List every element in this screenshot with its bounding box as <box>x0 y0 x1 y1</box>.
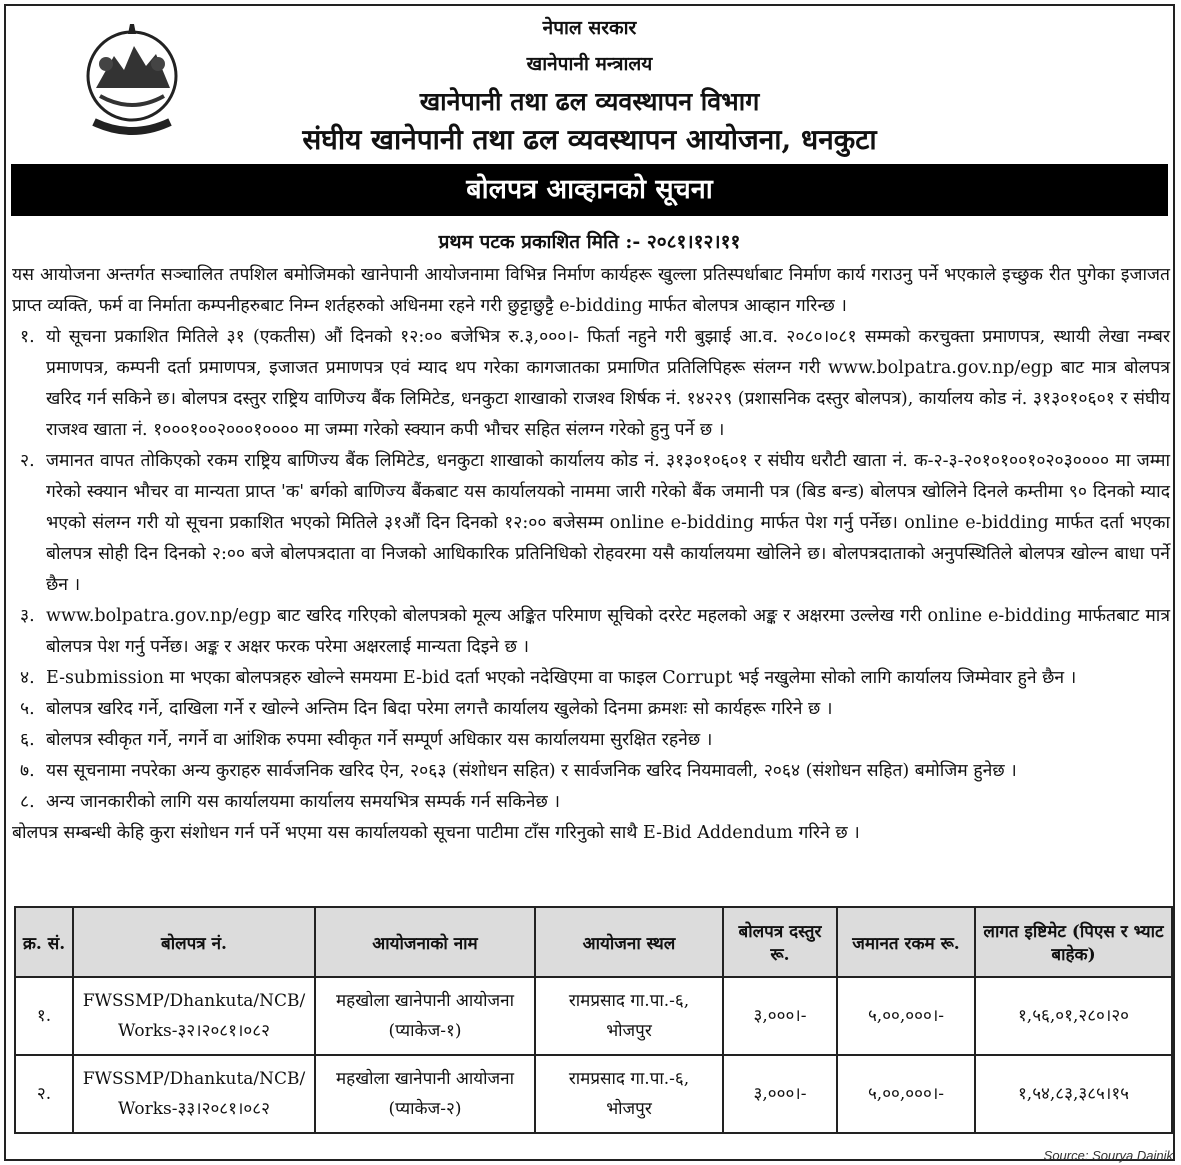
header-fee: बोलपत्र दस्तुर रू. <box>723 907 837 977</box>
clause-item <box>12 694 1170 725</box>
notice-body <box>12 260 1170 849</box>
clause-text: जमानत वापत तोकिएको रकम राष्ट्रिय बाणिज्य बैंक लिमिटेड, धनकुटा शाखाको कार्यालय कोड नं. ३१३०१०६०१ र संघीय धरौटी खाता नं. क-२-३-२०१०१००१०२०३०००० मा जम्मा गरेको स्क्यान भौचर वा मान्यता प्राप्त 'क' बर्गको बाणिज्य बैंकबाट यस कार्यालयको नाममा जारी गरेको बैंक जमानी पत्र (बिड बन्ड) बोलपत्र खोलिने दिनले कम्तीमा ९० दिनको म्याद भएको संलग्न गरी यो सूचना प्रकाशित भएको मितिले ३१औं दिन दिनको १२:०० बजेसम्म online e-bidding मार्फत पेश गर्नु पर्नेछ। online e-bidding मार्फत दर्ता भएका बोलपत्र सोही दिन दिनको २:०० बजे बोलपत्रदाता वा निजको आधिकारिक प्रतिनिधिको रोहवरमा यसै कार्यालयमा खोलिने छ। बोलपत्रदाताको अनुपस्थितिले बोलपत्र खोल्न बाधा पर्ने छैन । <box>46 451 1170 595</box>
cell-estimate: १,५४,८३,३८५।१५ <box>975 1055 1172 1133</box>
header-sn: क्र. सं. <box>15 907 73 977</box>
bid-no-line: Works-३२।२०८१।०८२ <box>118 1021 270 1041</box>
bid-no-line: Works-३३।२०८१।०८२ <box>118 1099 270 1119</box>
tender-table <box>14 906 1173 1134</box>
clause-number: ३. <box>20 606 35 626</box>
clause-item <box>12 322 1170 446</box>
clause-item <box>12 601 1170 663</box>
clause-number: २. <box>20 451 35 471</box>
clause-item <box>12 725 1170 756</box>
header-project-name: आयोजनाको नाम <box>315 907 535 977</box>
clause-number: ७. <box>20 761 35 781</box>
bid-no-line: FWSSMP/Dhankuta/NCB/ <box>82 1069 306 1089</box>
cell-fee: ३,०००।- <box>723 977 837 1055</box>
clause-text: बोलपत्र स्वीकृत गर्ने, नगर्ने वा आंशिक रुपमा स्वीकृत गर्ने सम्पूर्ण अधिकार यस कार्यालयमा सुरक्षित रहनेछ । <box>46 730 713 750</box>
project-package: (प्याकेज-१) <box>388 1021 462 1041</box>
closing-paragraph: बोलपत्र सम्बन्धी केहि कुरा संशोधन गर्न पर्ने भएमा यस कार्यालयको सूचना पाटीमा टाँस गरिनुको साथै E-Bid Addendum गरिने छ । <box>12 823 860 843</box>
clause-item <box>12 787 1170 818</box>
cell-security: ५,००,०००।- <box>837 977 975 1055</box>
project-name-line: महखोला खानेपानी आयोजना <box>336 1069 514 1089</box>
location-line: रामप्रसाद गा.पा.-६, <box>568 991 690 1011</box>
cell-sn: १. <box>15 977 73 1055</box>
location-line: भोजपुर <box>606 1099 652 1119</box>
header-bid-no: बोलपत्र नं. <box>73 907 315 977</box>
clause-number: ४. <box>20 668 35 688</box>
cell-security: ५,००,०००।- <box>837 1055 975 1133</box>
clause-number: ८. <box>20 792 35 812</box>
project-office-name: संघीय खानेपानी तथा ढल व्यवस्थापन आयोजना, धनकुटा <box>302 123 877 156</box>
clause-number: १. <box>20 327 35 347</box>
clause-item <box>12 663 1170 694</box>
location-line: रामप्रसाद गा.पा.-६, <box>568 1069 690 1089</box>
ministry-name: खानेपानी मन्त्रालय <box>526 53 653 75</box>
project-name-line: महखोला खानेपानी आयोजना <box>336 991 514 1011</box>
bid-no-line: FWSSMP/Dhankuta/NCB/ <box>82 991 306 1011</box>
government-name: नेपाल सरकार <box>542 17 637 39</box>
header-estimate: लागत इष्टिमेट (पिएस र भ्याट बाहेक) <box>975 907 1172 977</box>
table-header-row <box>15 907 1172 977</box>
header-security: जमानत रकम रू. <box>837 907 975 977</box>
cell-project-name <box>315 977 535 1055</box>
notice-page <box>4 4 1175 1161</box>
cell-bid-no <box>73 977 315 1055</box>
clause-item <box>12 756 1170 787</box>
clause-text: यस सूचनामा नपरेका अन्य कुराहरु सार्वजनिक खरिद ऐन, २०६३ (संशोधन सहित) र सार्वजनिक खरिद नियमावली, २०६४ (संशोधन सहित) बमोजिम हुनेछ । <box>46 761 1017 781</box>
header-location: आयोजना स्थल <box>535 907 723 977</box>
department-name: खानेपानी तथा ढल व्यवस्थापन विभाग <box>419 87 760 116</box>
notice-title: बोलपत्र आव्हानको सूचना <box>11 164 1168 216</box>
cell-project-name <box>315 1055 535 1133</box>
cell-fee: ३,०००।- <box>723 1055 837 1133</box>
clause-number: ६. <box>20 730 35 750</box>
publish-date: प्रथम पटक प्रकाशित मिति :- २०८१।१२।११ <box>438 231 741 253</box>
clause-text: www.bolpatra.gov.np/egp बाट खरिद गरिएको बोलपत्रको मूल्य अङ्कित परिमाण सूचिको दररेट महलको अङ्क र अक्षरमा उल्लेख गरी online e-bidding मार्फतबाट मात्र बोलपत्र पेश गर्नु पर्नेछ। अङ्क र अक्षर फरक परेमा अक्षरलाई मान्यता दिइने छ । <box>46 606 1170 657</box>
clause-text: अन्य जानकारीको लागि यस कार्यालयमा कार्यालय समयभित्र सम्पर्क गर्न सकिनेछ । <box>46 792 560 812</box>
source-credit: Source: Sourya Dainik <box>1043 1148 1173 1163</box>
clause-item <box>12 446 1170 601</box>
cell-location <box>535 1055 723 1133</box>
clause-number: ५. <box>20 699 35 719</box>
cell-location <box>535 977 723 1055</box>
project-package: (प्याकेज-२) <box>388 1099 462 1119</box>
cell-sn: २. <box>15 1055 73 1133</box>
location-line: भोजपुर <box>606 1021 652 1041</box>
notice-header <box>6 6 1173 164</box>
clause-text: बोलपत्र खरिद गर्ने, दाखिला गर्ने र खोल्ने अन्तिम दिन बिदा परेमा लगत्तै कार्यालय खुलेको दिनमा क्रमशः सो कार्यहरू गरिने छ । <box>46 699 833 719</box>
clause-text: यो सूचना प्रकाशित मितिले ३१ (एकतीस) औं दिनको १२:०० बजेभित्र रु.३,०००।- फिर्ता नहुने गरी बुझाई आ.व. २०८०।०८१ सम्मको करचुक्ता प्रमाणपत्र, स्थायी लेखा नम्बर प्रमाणपत्र, कम्पनी दर्ता प्रमाणपत्र, इजाजत प्रमाणपत्र एवं म्याद थप गरेका कागजातका प्रमाणित प्रतिलिपिहरू संलग्न गरी www.bolpatra.gov.np/egp बाट मात्र बोलपत्र खरिद गर्न सकिने छ। बोलपत्र दस्तुर राष्ट्रिय वाणिज्य बैंक लिमिटेड, धनकुटा शाखाको राजश्व शिर्षक नं. १४२२९ (प्रशासनिक दस्तुर बोलपत्र), कार्यालय कोड नं. ३१३०१०६०१ र संघीय राजश्व खाता नं. १०००१००२०००१०००० मा जम्मा गरेको स्क्यान कपी भौचर सहित संलग्न गरेको हुनु पर्ने छ । <box>46 327 1170 440</box>
cell-bid-no <box>73 1055 315 1133</box>
cell-estimate: १,५६,०१,२८०।२० <box>975 977 1172 1055</box>
intro-paragraph: यस आयोजना अन्तर्गत सञ्चालित तपशिल बमोजिमको खानेपानी आयोजनामा विभिन्न निर्माण कार्यहरू खुल्ला प्रतिस्पर्धाबाट निर्माण कार्य गराउनु पर्ने भएकाले इच्छुक रीत पुगेका इजाजत प्राप्त व्यक्ति, फर्म वा निर्माता कम्पनीहरुबाट निम्न शर्तहरुको अधिनमा रहने गरी छुट्टाछुट्टै e-bidding मार्फत बोलपत्र आव्हान गरिन्छ । <box>12 265 1170 316</box>
clause-text: E-submission मा भएका बोलपत्रहरु खोल्ने समयमा E-bid दर्ता भएको नदेखिएमा वा फाइल Corrupt भई नखुलेमा सोको लागि कार्यालय जिम्मेवार हुने छैन । <box>46 668 1077 688</box>
table-row <box>15 977 1172 1055</box>
table-row <box>15 1055 1172 1133</box>
